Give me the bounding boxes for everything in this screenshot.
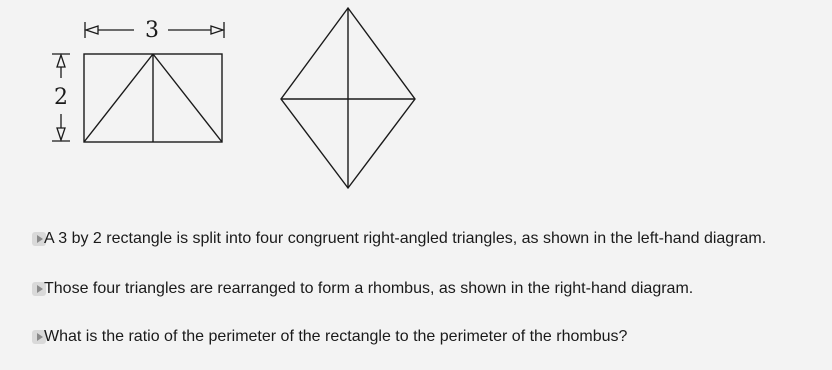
- paragraph-2: Those four triangles are rearranged to form a rhombus, as shown in the right-hand diagram.: [44, 280, 694, 297]
- width-label: 3: [145, 18, 159, 43]
- rhombus-diagram: [281, 8, 415, 188]
- paragraph-3: What is the ratio of the perimeter of the rectangle to the perimeter of the rhombus?: [44, 328, 628, 345]
- height-label: 2: [54, 85, 68, 110]
- rectangle-diagonal-right: [153, 54, 222, 142]
- rectangle-diagonal-left: [84, 54, 153, 142]
- rectangle-diagram: [84, 54, 222, 142]
- paragraph-1: A 3 by 2 rectangle is split into four congruent right-angled triangles, as shown in the left-hand diagram.: [44, 230, 767, 247]
